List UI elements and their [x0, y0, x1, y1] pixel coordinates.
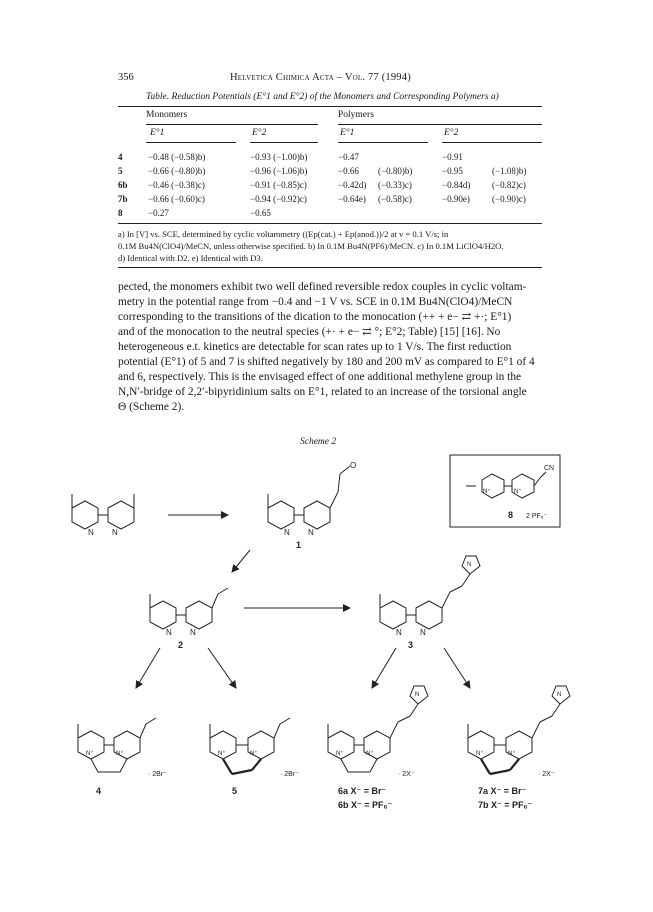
- atom-label: O: [350, 461, 357, 470]
- atom-label: N: [112, 528, 118, 537]
- compound-6-structure: [328, 686, 428, 772]
- row-id: 5: [118, 166, 123, 176]
- compound-number: 7a X⁻ = Br⁻: [478, 786, 527, 796]
- compound-number: 3: [408, 640, 414, 650]
- reaction-arrow: [136, 648, 160, 688]
- row-id: 4: [118, 152, 123, 162]
- compound-number: 2: [178, 640, 184, 650]
- cell: (−0.33)c): [378, 180, 412, 190]
- atom-label: N⁺: [116, 751, 124, 757]
- cell: −0.64e): [338, 194, 366, 204]
- cell: −0.94 (−0.92)c): [250, 194, 307, 204]
- compound-number: 7b X⁻ = PF₆⁻: [478, 800, 533, 810]
- counter-ion: · 2X⁻: [398, 771, 415, 778]
- cell: −0.93 (−1.00)b): [250, 152, 308, 162]
- reaction-arrow: [444, 648, 470, 688]
- body-line: corresponding to the transitions of the dication to the monocation (++ + e− ⇄ +·; E°1): [118, 311, 512, 323]
- body-line: heterogeneous e.t. kinetics are detectable for scan rates up to 1 V/s. The first reduction: [118, 341, 512, 353]
- cell: (−0.80)b): [378, 166, 413, 176]
- table-caption: Table. Reduction Potentials (E°1 and E°2) of the Monomers and Corresponding Polymers a): [146, 92, 499, 102]
- cell: −0.90e): [442, 194, 470, 204]
- table-footnote-1: a) In [V] vs. SCE, determined by cyclic voltammetry ((Ep(cat.) + Ep(anod.))/2 at v = 0.1 V/s; in: [118, 229, 449, 239]
- counter-ion: · 2X⁻: [538, 771, 555, 778]
- header-p-e1: E°1: [340, 128, 355, 138]
- cell: −0.95: [442, 166, 463, 176]
- atom-label: N⁺: [218, 751, 226, 757]
- cell: −0.66 (−0.80)b): [148, 166, 206, 176]
- compound-number: 1: [296, 540, 302, 550]
- body-line: and 6, respectively. This is the envisaged effect of one additional methylene group in the: [118, 371, 522, 383]
- header-polymers: Polymers: [338, 110, 374, 120]
- header-m-e2: E°2: [252, 128, 267, 138]
- compound-number: 6a X⁻ = Br⁻: [338, 786, 387, 796]
- atom-label: N⁺: [483, 489, 491, 495]
- atom-label: N: [557, 692, 562, 698]
- atom-label: N: [166, 628, 172, 637]
- cell: (−1.08)b): [492, 166, 527, 176]
- counter-ion: · 2Br⁻: [148, 771, 167, 778]
- compound-7-structure: [468, 686, 570, 774]
- compound-number: 8: [508, 510, 514, 520]
- atom-label: N⁺: [476, 751, 484, 757]
- atom-label: N⁺: [508, 751, 516, 757]
- row-id: 8: [118, 208, 123, 218]
- atom-label: N⁺: [514, 489, 522, 495]
- cell: (−0.82)c): [492, 180, 526, 190]
- body-line: N,N′-bridge of 2,2′-bipyridinium salts on E°1, related to an increase of the torsional angle: [118, 386, 527, 398]
- cell: −0.91: [442, 152, 463, 162]
- row-id: 7b: [118, 194, 128, 204]
- atom-label: N⁺: [366, 751, 374, 757]
- cell: −0.66: [338, 166, 359, 176]
- compound-number: 5: [232, 786, 238, 796]
- header-m-e1: E°1: [150, 128, 165, 138]
- cell: (−0.90)c): [492, 194, 526, 204]
- cell: −0.65: [250, 208, 271, 218]
- cell: −0.27: [148, 208, 169, 218]
- counter-ion: 2 PF₆⁻: [526, 513, 548, 520]
- cell: −0.47: [338, 152, 359, 162]
- body-line: metry in the potential range from −0.4 and −1 V vs. SCE in 0.1M Bu4N(ClO4)/MeCN: [118, 296, 513, 308]
- cell: −0.46 (−0.38)c): [148, 180, 205, 190]
- cell: −0.66 (−0.60)c): [148, 194, 205, 204]
- atom-label: N⁺: [250, 751, 258, 757]
- header-p-e2: E°2: [444, 128, 459, 138]
- atom-label: N: [190, 628, 196, 637]
- cell: −0.42d): [338, 180, 367, 190]
- cell: (−0.58)c): [378, 194, 412, 204]
- body-line: potential (E°1) of 5 and 7 is shifted negatively by 180 and 200 mV as compared to E°1 of 4: [118, 356, 535, 368]
- atom-label: N⁺: [86, 751, 94, 757]
- compound-number: 6b X⁻ = PF₆⁻: [338, 800, 393, 810]
- table-footnote-2: 0.1M Bu4N(ClO4)/MeCN, unless otherwise specified. b) In 0.1M Bu4N(PF6)/MeCN. c) In 0.1M LiClO4/H2O.: [118, 241, 504, 251]
- table-footnote-3: d) Identical with D2. e) Identical with D3.: [118, 253, 263, 263]
- atom-label: CN: [544, 465, 555, 472]
- reaction-arrow: [232, 550, 250, 572]
- compound-number: 4: [96, 786, 102, 796]
- reaction-arrow: [208, 648, 236, 688]
- atom-label: N: [284, 528, 290, 537]
- page-number: 356: [118, 72, 134, 83]
- atom-label: N: [420, 628, 426, 637]
- journal-header: Helvetica Chimica Acta – Vol. 77 (1994): [230, 72, 411, 83]
- body-line: pected, the monomers exhibit two well defined reversible redox couples in cyclic voltam-: [118, 281, 527, 293]
- cell: −0.91 (−0.85)c): [250, 180, 307, 190]
- atom-label: N: [308, 528, 314, 537]
- atom-label: N: [396, 628, 402, 637]
- body-line: and of the monocation to the neutral species (+· + e− ⇄ °; E°2; Table) [15] [16]. No: [118, 326, 501, 338]
- compound-5-structure: [210, 718, 290, 774]
- cell: −0.48 (−0.58)b): [148, 152, 206, 162]
- reaction-arrow: [372, 648, 396, 688]
- compound-4-structure: [78, 718, 156, 772]
- compound-1-structure: [268, 466, 350, 529]
- scheme-title: Scheme 2: [300, 437, 337, 447]
- compound-8-structure: [466, 472, 546, 498]
- atom-label: N: [415, 692, 420, 698]
- row-id: 6b: [118, 180, 128, 190]
- cell: −0.96 (−1.06)b): [250, 166, 308, 176]
- cell: −0.84d): [442, 180, 471, 190]
- header-monomers: Monomers: [146, 110, 188, 120]
- bipyridine-structure: [72, 494, 134, 529]
- atom-label: N: [467, 562, 472, 568]
- compound-2-structure: [150, 588, 228, 629]
- body-line: Θ (Scheme 2).: [118, 401, 185, 413]
- compound-3-structure: [380, 556, 480, 629]
- counter-ion: · 2Br⁻: [280, 771, 299, 778]
- atom-label: N⁺: [336, 751, 344, 757]
- atom-label: N: [88, 528, 94, 537]
